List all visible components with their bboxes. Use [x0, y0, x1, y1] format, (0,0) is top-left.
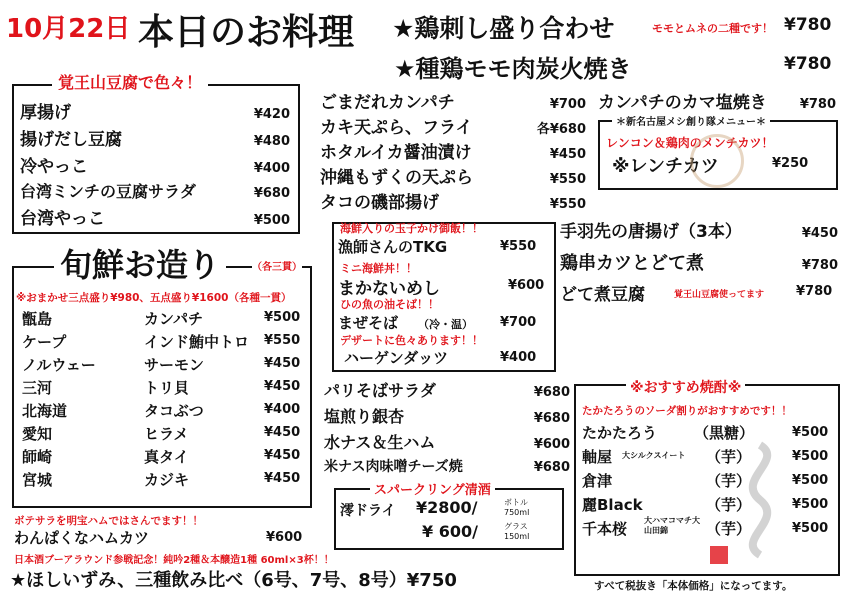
nagoya-header: ＊新名古屋メシ創り隊メニュー＊ — [612, 113, 770, 128]
sashimi-origin: ケープ — [22, 333, 67, 351]
shochu-name: 倉津 — [582, 472, 613, 490]
sashimi-origin: ノルウェー — [22, 356, 96, 374]
sashimi-title: 旬鮮お造り — [54, 240, 226, 286]
rice-note-2: ミニ海鮮丼！！ — [340, 262, 417, 275]
shochu-sub: 大ハマコマチ大山田錦 — [644, 516, 700, 535]
tofu-item: 台湾やっこ ¥500 — [20, 209, 290, 229]
sparkling-name: 澪ドライ — [340, 503, 396, 519]
chicken-item-note: 覚王山豆腐使ってます — [674, 290, 765, 300]
rice-note-1: 海鮮入りの玉子かけ御飯！！ — [340, 222, 483, 235]
rice-price-3: ¥700 — [500, 315, 537, 330]
chicken-item-name: どて煮豆腐 — [560, 285, 645, 305]
nagoya-stamp — [690, 134, 744, 188]
sashimi-origin: 北海道 — [22, 402, 68, 420]
shochu-name: 麗Black — [582, 496, 643, 514]
shochu-sub: 大シルクスイート — [622, 451, 686, 460]
sparkling-bottle-label: ボトル 750ml — [504, 498, 530, 517]
fish-item: カキ天ぷら、フライ 各¥680 — [320, 118, 586, 138]
sashimi-name: カンパチ — [144, 310, 203, 328]
rice-note-3: ひの魚の油そば！！ — [340, 298, 439, 311]
sashimi-name: カジキ — [144, 471, 190, 489]
shochu-title: ※おすすめ焼酎※ — [626, 377, 745, 397]
sashimi-origin: 三河 — [22, 379, 53, 397]
rice-note-4: デザートに色々あります！！ — [340, 334, 483, 347]
nagoya-price: ¥250 — [772, 156, 809, 171]
nagoya-sub: レンコン＆鶏肉のメンチカツ！ — [606, 136, 774, 150]
sashimi-name: インド鮪中トロ — [144, 333, 250, 351]
sashimi-price: ¥500 — [264, 310, 301, 325]
shochu-type: （芋） — [706, 448, 752, 466]
rice-price-1: ¥550 — [500, 239, 537, 254]
shochu-footer: すべて税抜き「本体価格」になってます。 — [594, 580, 793, 592]
rice-price-2: ¥600 — [508, 278, 545, 293]
tofu-title: 覚王山豆腐で色々！ — [52, 70, 208, 93]
sashimi-name: タコぶつ — [144, 402, 204, 420]
logo-stamp — [730, 440, 790, 560]
shochu-price: ¥500 — [792, 497, 829, 512]
rice-item-3-sub: （冷・温） — [418, 318, 473, 331]
tofu-item: 冷やっこ ¥400 — [20, 157, 290, 177]
rice-price-4: ¥400 — [500, 350, 537, 365]
sashimi-title-note: （各三貫） — [252, 258, 302, 273]
date-label: 10月22日 — [6, 14, 131, 44]
ham-price: ¥600 — [266, 530, 303, 545]
sparkling-glass-price: ¥ 600/ — [422, 522, 478, 541]
ham-name: わんぱくなハムカツ — [14, 529, 150, 547]
fish-item: タコの磯部揚げ ¥550 — [320, 193, 586, 213]
fish-item: ホタルイカ醤油漬け ¥450 — [320, 143, 586, 163]
salad-item: 水ナス＆生ハム ¥600 — [324, 433, 570, 452]
special-1-price: ¥780 — [784, 15, 832, 35]
chicken-item: 鶏串カツとどて煮 ¥780 — [560, 253, 838, 274]
rice-item-2: まかないめし — [338, 279, 440, 299]
rice-item-1: 漁師さんのTKG — [338, 238, 448, 256]
special-2-price: ¥780 — [784, 54, 832, 74]
fish-item: ごまだれカンパチ ¥700 — [320, 93, 586, 113]
fish-item: 沖縄もずくの天ぷら ¥550 — [320, 168, 586, 188]
shochu-type: （黒糖） — [694, 424, 755, 442]
sashimi-price: ¥400 — [264, 402, 301, 417]
sashimi-note: ※おまかせ三点盛り¥980、五点盛り¥1600（各種一貫） — [16, 292, 292, 304]
sashimi-origin: 宮城 — [22, 471, 53, 489]
rice-item-3: まぜそば — [338, 314, 399, 332]
sake-note: 日本酒ブーアラウンド参戦記念！純吟2種＆本醸造1種 60ml×3杯！！ — [14, 555, 334, 566]
shochu-name: 千本桜 — [582, 520, 628, 538]
seal-stamp — [710, 546, 728, 564]
sparkling-glass-label: グラス 150ml — [504, 522, 530, 541]
tofu-item: 厚揚げ ¥420 — [20, 103, 290, 123]
sashimi-name: ヒラメ — [144, 425, 189, 443]
sashimi-name: トリ貝 — [144, 379, 190, 397]
tofu-item: 揚げだし豆腐 ¥480 — [20, 130, 290, 150]
nagoya-item: ※レンチカツ — [612, 156, 719, 177]
rice-item-4: ハーゲンダッツ — [344, 349, 449, 367]
shochu-name: たかたろう — [582, 424, 658, 442]
sashimi-price: ¥450 — [264, 448, 301, 463]
shochu-type: （芋） — [706, 496, 752, 514]
chicken-item-price: ¥780 — [796, 284, 833, 299]
shochu-price: ¥500 — [792, 473, 829, 488]
special-1-note: モモとムネの二種です！ — [652, 22, 773, 35]
sashimi-origin: 甑島 — [22, 310, 53, 328]
salad-item: 塩煎り銀杏 ¥680 — [324, 407, 570, 426]
kama-item: カンパチのカマ塩焼き ¥780 — [598, 93, 836, 113]
shochu-name: 軸屋 — [582, 448, 613, 466]
shochu-type: （芋） — [706, 520, 752, 538]
shochu-price: ¥500 — [792, 521, 829, 536]
page-title: 本日のお料理 — [138, 12, 355, 53]
ham-note: ボテサラを明宝ハムではさんでます！！ — [14, 515, 203, 527]
sparkling-title: スパークリング清酒 — [370, 479, 495, 498]
sashimi-origin: 師崎 — [22, 448, 53, 466]
sashimi-name: 真タイ — [144, 448, 189, 466]
shochu-price: ¥500 — [792, 425, 829, 440]
sashimi-price: ¥450 — [264, 379, 301, 394]
salad-item: 米ナス肉味噌チーズ焼 ¥680 — [324, 459, 570, 475]
sashimi-origin: 愛知 — [22, 425, 53, 443]
sparkling-bottle-price: ¥2800/ — [416, 498, 478, 517]
chicken-item: 手羽先の唐揚げ（3本） ¥450 — [560, 222, 838, 242]
sashimi-price: ¥450 — [264, 425, 301, 440]
sashimi-price: ¥450 — [264, 356, 301, 371]
salad-item: パリそばサラダ ¥680 — [324, 381, 570, 400]
shochu-type: （芋） — [706, 472, 752, 490]
special-2: ★種鶏モモ肉炭火焼き — [394, 55, 632, 83]
shochu-price: ¥500 — [792, 449, 829, 464]
sashimi-price: ¥550 — [264, 333, 301, 348]
sake-line: ★ほしいずみ、三種飲み比べ（6号、7号、8号）¥750 — [10, 570, 457, 591]
sashimi-price: ¥450 — [264, 471, 301, 486]
sashimi-name: サーモン — [144, 356, 205, 374]
tofu-item: 台湾ミンチの豆腐サラダ ¥680 — [20, 182, 290, 201]
shochu-note: たかたろうのソーダ割りがおすすめです！！ — [582, 405, 792, 417]
special-1: ★鶏刺し盛り合わせ — [392, 14, 615, 43]
